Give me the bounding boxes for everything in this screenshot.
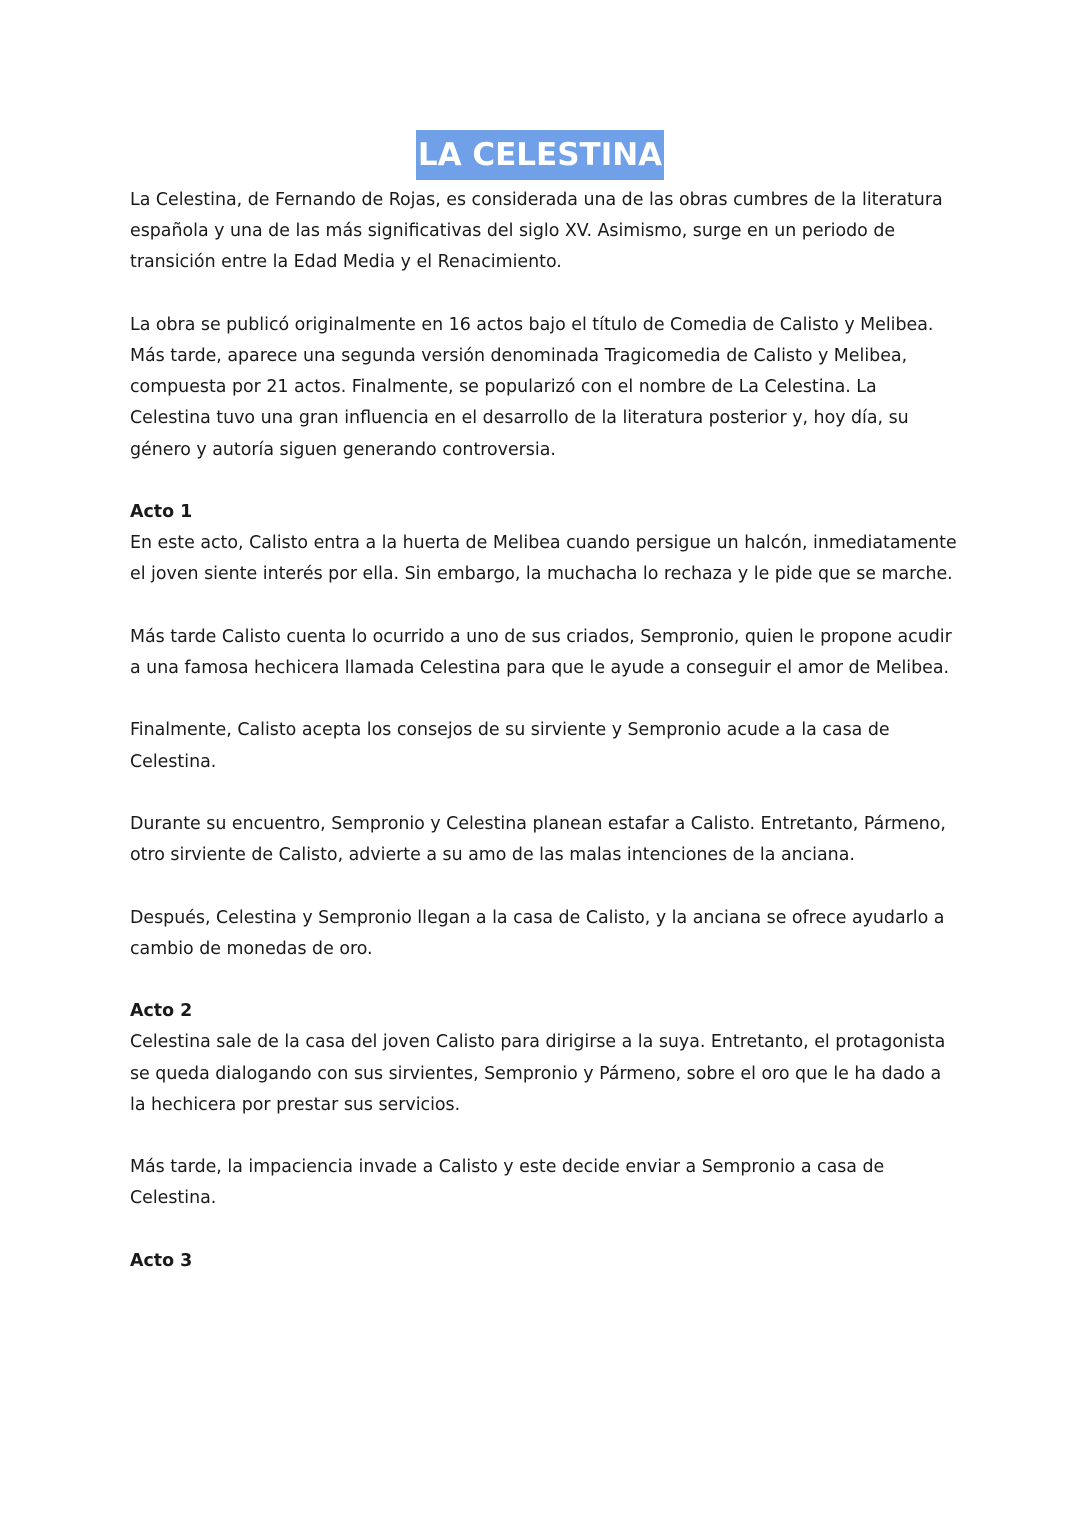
act-3-heading: Acto 3 (130, 1250, 193, 1271)
act-2-paragraph-1: Celestina sale de la casa del joven Calisto para dirigirse a la suya. Entretanto, el protagonista se queda dialogando con sus sirvientes, Sempronio y Pármeno, sobre el oro que le ha dado a la hechicera por prestar sus servicios. (130, 1032, 946, 1115)
title-container (0, 130, 1080, 180)
act-1-paragraph-4: Durante su encuentro, Sempronio y Celestina planean estafar a Calisto. Entretanto, Pármeno, otro sirviente de Calisto, advierte a su amo de las malas intenciones de la anciana. (130, 813, 946, 866)
act-2-heading: Acto 2 (130, 1001, 193, 1022)
document-body (130, 185, 960, 1277)
act-2-paragraph-2: Más tarde, la impaciencia invade a Calisto y este decide enviar a Sempronio a casa de Celestina. (130, 1157, 885, 1209)
act-1-paragraph-5: Después, Celestina y Sempronio llegan a la casa de Calisto, y la anciana se ofrece ayudarlo a cambio de monedas de oro. (130, 907, 945, 959)
intro-paragraph-2: La obra se publicó originalmente en 16 actos bajo el título de Comedia de Calisto y Melibea. Más tarde, aparece una segunda versión denominada Tragicomedia de Calisto y Melibea, compuesta por 21 actos. Finalmente, se popularizó con el nombre de La Celestina. La Celestina tuvo una gran influencia en el desarrollo de la literatura posterior y, hoy día, su género y autoría siguen generando controversia. (130, 314, 934, 460)
document-title: LA CELESTINA (416, 130, 664, 180)
act-1-paragraph-1: En este acto, Calisto entra a la huerta de Melibea cuando persigue un halcón, inmediatamente el joven siente interés por ella. Sin embargo, la muchacha lo rechaza y le pide que se marche. (130, 533, 957, 585)
intro-paragraph-1: La Celestina, de Fernando de Rojas, es considerada una de las obras cumbres de la literatura española y una de las más significativas del siglo XV. Asimismo, surge en un periodo de transición entre la Edad Media y el Renacimiento. (130, 190, 943, 273)
act-1-paragraph-3: Finalmente, Calisto acepta los consejos de su sirviente y Sempronio acude a la casa de Celestina. (130, 720, 890, 772)
act-1-heading: Acto 1 (130, 502, 193, 522)
act-1-paragraph-2: Más tarde Calisto cuenta lo ocurrido a uno de sus criados, Sempronio, quien le propone acudir a una famosa hechicera llamada Celestina para que le ayude a conseguir el amor de Melibea. (130, 626, 952, 678)
